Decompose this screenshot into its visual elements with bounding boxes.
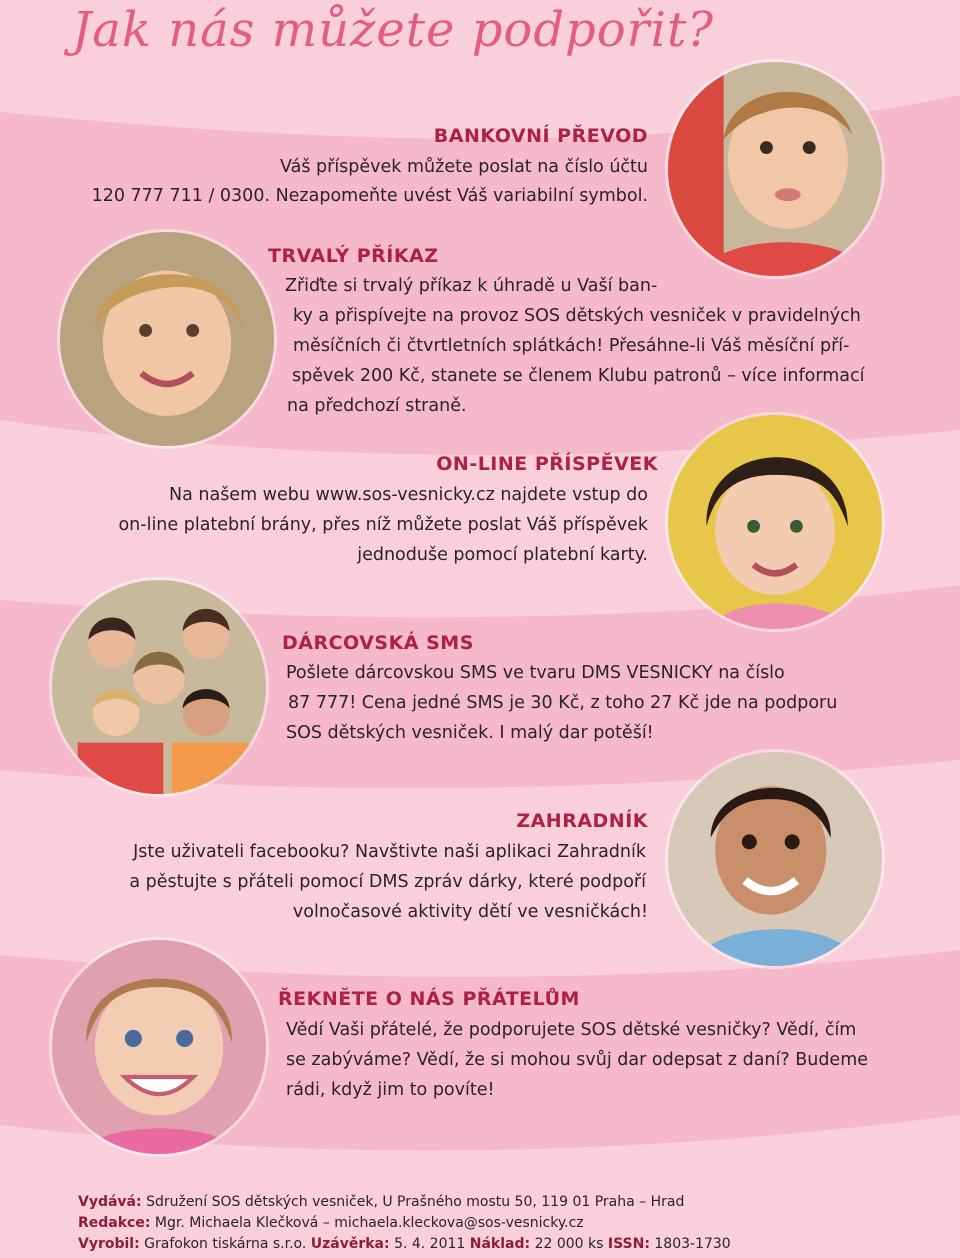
heading-gardener: ZAHRADNÍK <box>516 810 648 832</box>
standing-order-line-5: na předchozí straně. <box>287 396 467 416</box>
tell-friends-line-1: Vědí Vaši přátelé, že podporujete SOS dětské vesničky? Vědí, čím <box>286 1020 857 1040</box>
standing-order-line-2: ky a přispívejte na provoz SOS dětských vesniček v pravidelných <box>293 306 861 326</box>
tell-friends-line-3: rádi, když jim to povíte! <box>286 1080 495 1100</box>
standing-order-line-3: měsíčních či čtvrtletních splátkách! Přesáhne-li Váš měsíční pří- <box>293 336 850 356</box>
heading-donation-sms: DÁRCOVSKÁ SMS <box>282 632 474 654</box>
printer-label: Vyrobil: <box>78 1236 140 1252</box>
page-title: Jak nás můžete podpořit? <box>72 2 714 58</box>
bank-transfer-line-2: 120 777 711 / 0300. Nezapomeňte uvést Váš variabilní symbol. <box>91 186 648 206</box>
child-photo-3 <box>668 415 882 629</box>
editor-value: Mgr. Michaela Klečková – michaela.kleckova@sos-vesnicky.cz <box>154 1215 584 1231</box>
imprint-publisher <box>78 1192 684 1212</box>
gardener-line-2: a pěstujte s přáteli pomocí DMS zpráv dárky, které podpoří <box>129 872 646 892</box>
publisher-label: Vydává: <box>78 1194 142 1210</box>
child-portrait-graphic <box>52 940 266 1154</box>
gardener-line-1: Jste uživateli facebooku? Navštivte naši aplikaci Zahradník <box>133 842 646 862</box>
deadline-value: 5. 4. 2011 <box>394 1236 466 1252</box>
child-portrait-graphic <box>60 232 274 446</box>
online-donation-line-2: on-line platební brány, přes níž můžete poslat Váš příspěvek <box>118 515 648 535</box>
circulation-value: 22 000 ks <box>534 1236 604 1252</box>
donation-sms-line-1: Pošlete dárcovskou SMS ve tvaru DMS VESNICKY na číslo <box>286 663 785 683</box>
online-donation-line-3: jednoduše pomocí platební karty. <box>357 545 648 565</box>
imprint-production <box>78 1234 731 1254</box>
heading-standing-order: TRVALÝ PŘÍKAZ <box>268 245 439 267</box>
tell-friends-line-2: se zabýváme? Vědí, že si mohou svůj dar odepsat z daní? Budeme <box>286 1050 869 1070</box>
child-photo-5 <box>52 940 266 1154</box>
publisher-value: Sdružení SOS dětských vesniček, U Prašného mostu 50, 119 01 Praha – Hrad <box>146 1194 685 1210</box>
online-donation-line-1: Na našem webu www.sos-vesnicky.cz najdete vstup do <box>169 485 648 505</box>
child-portrait-graphic <box>668 752 882 966</box>
gardener-line-3: volnočasové aktivity dětí ve vesničkách! <box>292 902 648 922</box>
circulation-label: Náklad: <box>469 1236 531 1252</box>
group-photo <box>52 580 266 794</box>
group-portrait-graphic <box>52 580 266 794</box>
issn-value: 1803-1730 <box>654 1236 731 1252</box>
donation-sms-line-3: SOS dětských vesniček. I malý dar potěší! <box>286 723 654 743</box>
standing-order-line-4: spěvek 200 Kč, stanete se členem Klubu patronů – více informací <box>292 366 865 386</box>
printer-value: Grafokon tiskárna s.r.o. <box>144 1236 307 1252</box>
child-photo-2 <box>60 232 274 446</box>
heading-online-donation: ON-LINE PŘÍSPĚVEK <box>436 453 658 475</box>
heading-bank-transfer: BANKOVNÍ PŘEVOD <box>433 125 648 147</box>
imprint-editor <box>78 1213 584 1233</box>
editor-label: Redakce: <box>78 1215 151 1231</box>
child-photo-1 <box>668 62 882 276</box>
issn-label: ISSN: <box>607 1236 650 1252</box>
child-portrait-graphic <box>668 415 882 629</box>
child-portrait-graphic <box>668 62 882 276</box>
donation-sms-line-2: 87 777! Cena jedné SMS je 30 Kč, z toho 27 Kč jde na podporu <box>288 693 838 713</box>
standing-order-line-1: Zřiďte si trvalý příkaz k úhradě u Vaší ban- <box>285 276 658 296</box>
child-photo-4 <box>668 752 882 966</box>
heading-tell-friends: ŘEKNĚTE O NÁS PŘÁTELŮM <box>278 988 580 1010</box>
bank-transfer-line-1: Váš příspěvek můžete poslat na číslo účtu <box>280 157 648 177</box>
deadline-label: Uzávěrka: <box>310 1236 390 1252</box>
